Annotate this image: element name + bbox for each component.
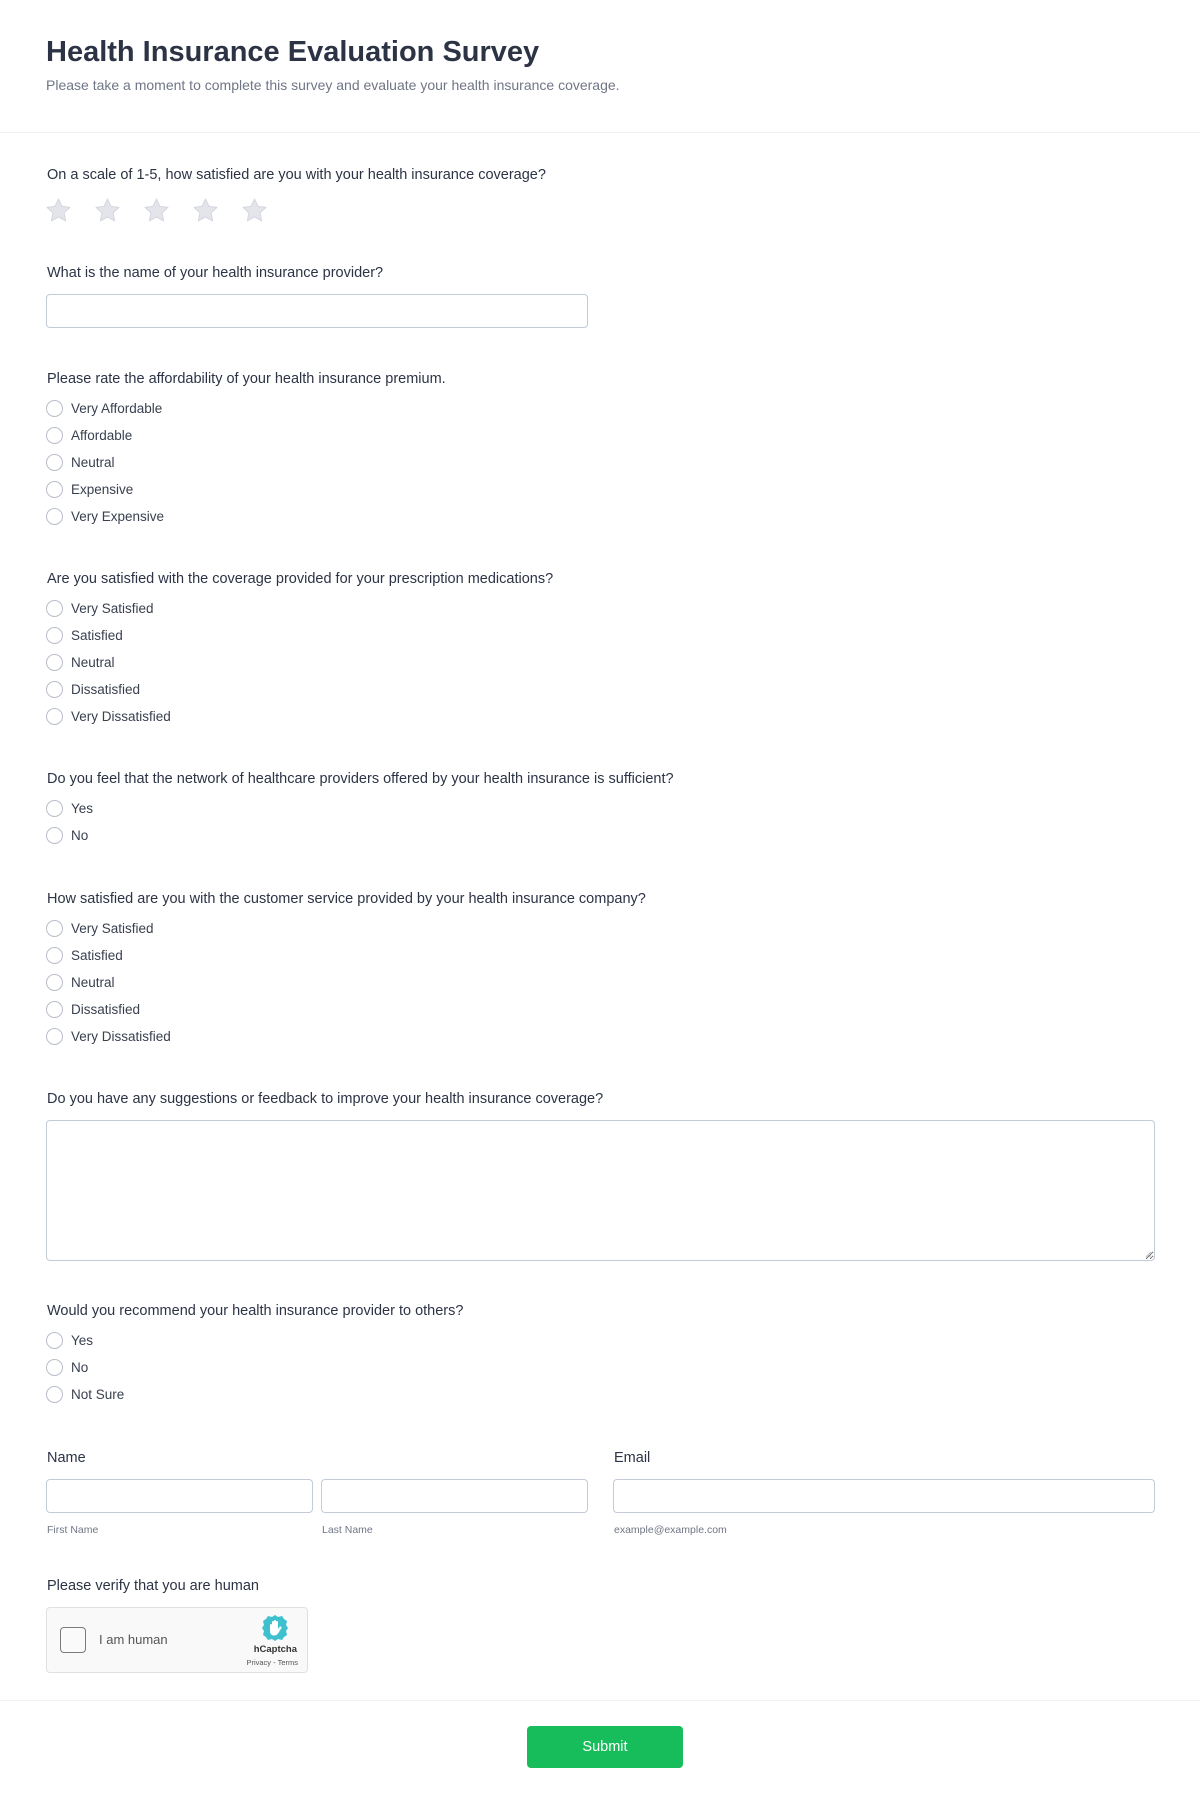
radio-button[interactable] [46, 974, 63, 991]
radio-option-expensive[interactable]: Expensive [46, 476, 164, 503]
radio-option-dissatisfied[interactable]: Dissatisfied [46, 996, 171, 1023]
star-icon-3[interactable] [142, 196, 171, 225]
first-name-input[interactable] [46, 1479, 313, 1513]
radio-option-very-dissatisfied[interactable]: Very Dissatisfied [46, 1023, 171, 1050]
question-label-affordability: Please rate the affordability of your health insurance premium. [47, 371, 446, 387]
question-label-feedback: Do you have any suggestions or feedback to improve your health insurance coverage? [47, 1091, 604, 1107]
hcaptcha-logo-icon [261, 1614, 289, 1642]
radio-button[interactable] [46, 1359, 63, 1376]
radio-option-very-affordable[interactable]: Very Affordable [46, 395, 164, 422]
radio-option-affordable[interactable]: Affordable [46, 422, 164, 449]
radio-button[interactable] [46, 627, 63, 644]
submit-button[interactable]: Submit [527, 1726, 683, 1768]
radio-button[interactable] [46, 708, 63, 725]
page-title: Health Insurance Evaluation Survey [46, 36, 540, 68]
resize-grip-icon[interactable] [1144, 1250, 1152, 1258]
captcha-privacy-terms-links[interactable]: Privacy - Terms [246, 1658, 298, 1667]
affordability-radio-group [46, 395, 164, 530]
radio-button[interactable] [46, 681, 63, 698]
radio-button[interactable] [46, 654, 63, 671]
radio-button[interactable] [46, 1332, 63, 1349]
radio-button[interactable] [46, 508, 63, 525]
radio-button[interactable] [46, 947, 63, 964]
captcha-brand: hCaptcha [253, 1644, 297, 1655]
last-name-sublabel: Last Name [322, 1524, 373, 1536]
hcaptcha-widget [46, 1607, 308, 1673]
star-icon-1[interactable] [44, 196, 73, 225]
radio-option-neutral[interactable]: Neutral [46, 449, 164, 476]
captcha-checkbox-text: I am human [99, 1632, 168, 1647]
first-name-sublabel: First Name [47, 1524, 99, 1536]
prescription-radio-group [46, 595, 171, 730]
radio-option-no[interactable]: No [46, 822, 93, 849]
radio-option-no[interactable]: No [46, 1354, 124, 1381]
name-label: Name [47, 1450, 86, 1466]
question-label-satisfaction-rating: On a scale of 1-5, how satisfied are you with your health insurance coverage? [47, 167, 546, 183]
radio-option-very-dissatisfied[interactable]: Very Dissatisfied [46, 703, 171, 730]
star-icon-4[interactable] [191, 196, 220, 225]
feedback-textarea[interactable] [46, 1120, 1155, 1261]
customer-service-radio-group [46, 915, 171, 1050]
star-rating[interactable] [44, 196, 269, 225]
radio-button[interactable] [46, 454, 63, 471]
radio-option-very-expensive[interactable]: Very Expensive [46, 503, 164, 530]
radio-option-satisfied[interactable]: Satisfied [46, 942, 171, 969]
radio-option-very-satisfied[interactable]: Very Satisfied [46, 595, 171, 622]
radio-button[interactable] [46, 427, 63, 444]
network-radio-group [46, 795, 93, 849]
email-sublabel: example@example.com [614, 1524, 727, 1536]
page-subtitle: Please take a moment to complete this survey and evaluate your health insurance coverage. [46, 77, 620, 93]
radio-option-yes[interactable]: Yes [46, 795, 93, 822]
radio-option-neutral[interactable]: Neutral [46, 649, 171, 676]
star-icon-5[interactable] [240, 196, 269, 225]
recommend-radio-group [46, 1327, 124, 1408]
radio-button[interactable] [46, 920, 63, 937]
form-header [0, 0, 1200, 133]
question-label-customer-service: How satisfied are you with the customer service provided by your health insurance company? [47, 891, 646, 907]
captcha-checkbox[interactable] [60, 1627, 86, 1653]
star-icon-2[interactable] [93, 196, 122, 225]
radio-button[interactable] [46, 600, 63, 617]
radio-button[interactable] [46, 1386, 63, 1403]
radio-button[interactable] [46, 1001, 63, 1018]
email-label: Email [614, 1450, 651, 1466]
question-label-recommend: Would you recommend your health insurance provider to others? [47, 1303, 464, 1319]
radio-option-satisfied[interactable]: Satisfied [46, 622, 171, 649]
question-label-network-sufficiency: Do you feel that the network of healthcare providers offered by your health insurance is sufficient? [47, 771, 674, 787]
radio-button[interactable] [46, 1028, 63, 1045]
radio-option-dissatisfied[interactable]: Dissatisfied [46, 676, 171, 703]
last-name-input[interactable] [321, 1479, 588, 1513]
question-label-prescription-coverage: Are you satisfied with the coverage provided for your prescription medications? [47, 571, 554, 587]
radio-button[interactable] [46, 827, 63, 844]
radio-option-neutral[interactable]: Neutral [46, 969, 171, 996]
provider-name-input[interactable] [46, 294, 588, 328]
radio-option-yes[interactable]: Yes [46, 1327, 124, 1354]
radio-button[interactable] [46, 800, 63, 817]
footer-divider [0, 1700, 1200, 1701]
email-input[interactable] [613, 1479, 1155, 1513]
radio-option-not-sure[interactable]: Not Sure [46, 1381, 124, 1408]
question-label-provider-name: What is the name of your health insurance provider? [47, 265, 384, 281]
radio-option-very-satisfied[interactable]: Very Satisfied [46, 915, 171, 942]
radio-button[interactable] [46, 481, 63, 498]
captcha-label: Please verify that you are human [47, 1578, 259, 1594]
radio-button[interactable] [46, 400, 63, 417]
